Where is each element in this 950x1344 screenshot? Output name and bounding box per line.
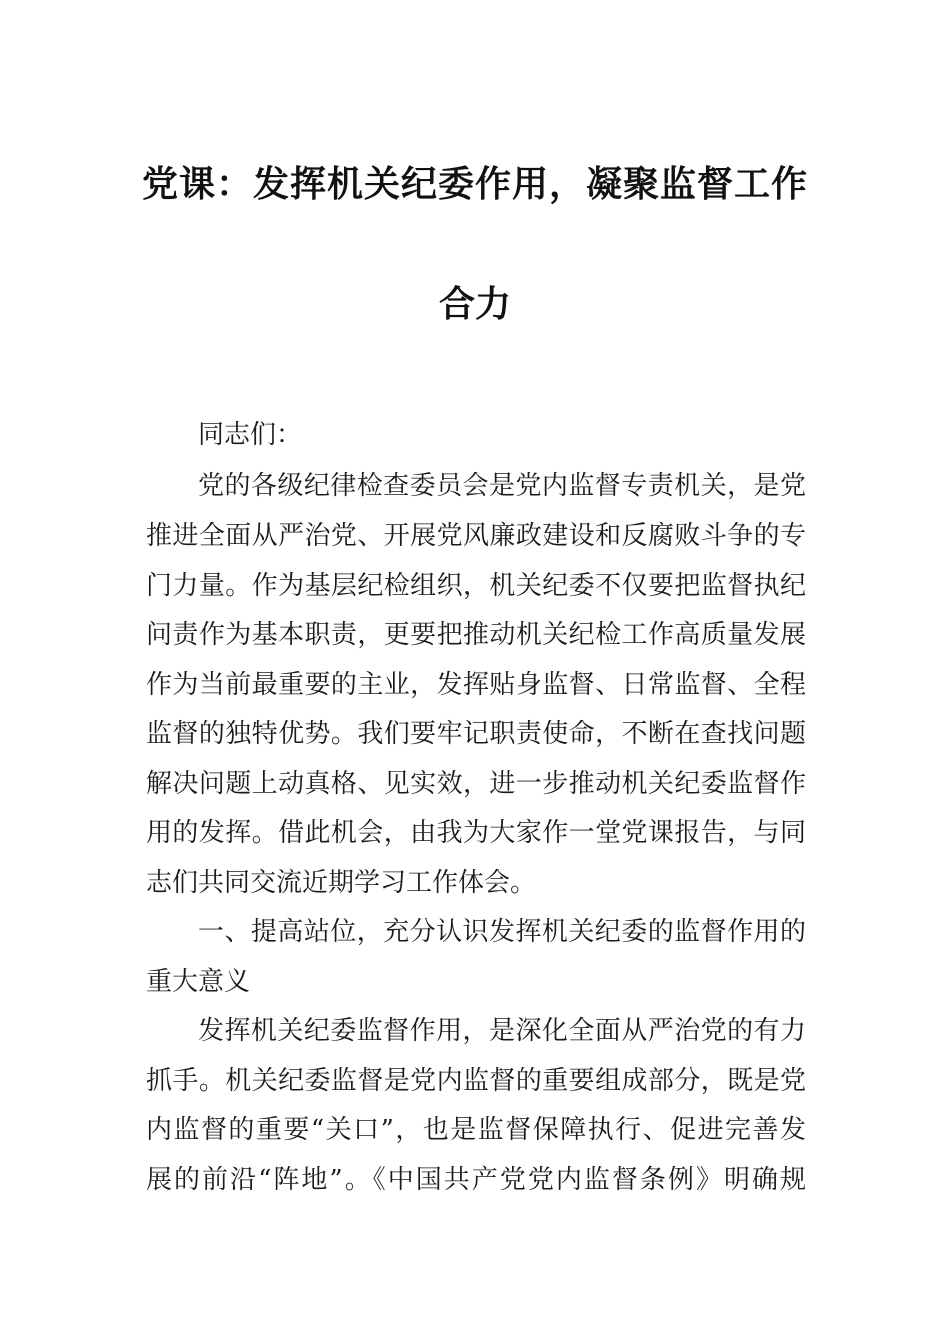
document-title-line-1: 党课：发挥机关纪委作用，凝聚监督工作 [141, 164, 808, 205]
body-line: 抓手。机关纪委监督是党内监督的重要组成部分，既是党 [146, 1066, 806, 1096]
section-heading-line: 重大意义 [146, 967, 251, 997]
salutation: 同志们： [198, 420, 303, 450]
document-title-line-2: 合力 [438, 284, 511, 325]
body-line: 解决问题上动真格、见实效，进一步推动机关纪委监督作 [146, 769, 806, 799]
body-line: 内监督的重要“关口”，也是监督保障执行、促进完善发 [146, 1115, 806, 1145]
body-line: 作为当前最重要的主业，发挥贴身监督、日常监督、全程 [146, 670, 806, 700]
section-heading-line: 一、提高站位，充分认识发挥机关纪委的监督作用的 [198, 917, 806, 947]
body-line: 党的各级纪律检查委员会是党内监督专责机关，是党 [198, 471, 806, 501]
body-line: 监督的独特优势。我们要牢记职责使命，不断在查找问题 [146, 719, 806, 749]
body-line: 用的发挥。借此机会，由我为大家作一堂党课报告，与同 [146, 818, 806, 848]
body-line: 推进全面从严治党、开展党风廉政建设和反腐败斗争的专 [146, 521, 806, 551]
body-line: 展的前沿“阵地”。《中国共产党党内监督条例》明确规 [146, 1165, 806, 1195]
body-line: 志们共同交流近期学习工作体会。 [146, 868, 537, 898]
body-line: 发挥机关纪委监督作用，是深化全面从严治党的有力 [198, 1016, 806, 1046]
body-line: 问责作为基本职责，更要把推动机关纪检工作高质量发展 [146, 620, 806, 650]
body-line: 门力量。作为基层纪检组织，机关纪委不仅要把监督执纪 [146, 571, 806, 601]
